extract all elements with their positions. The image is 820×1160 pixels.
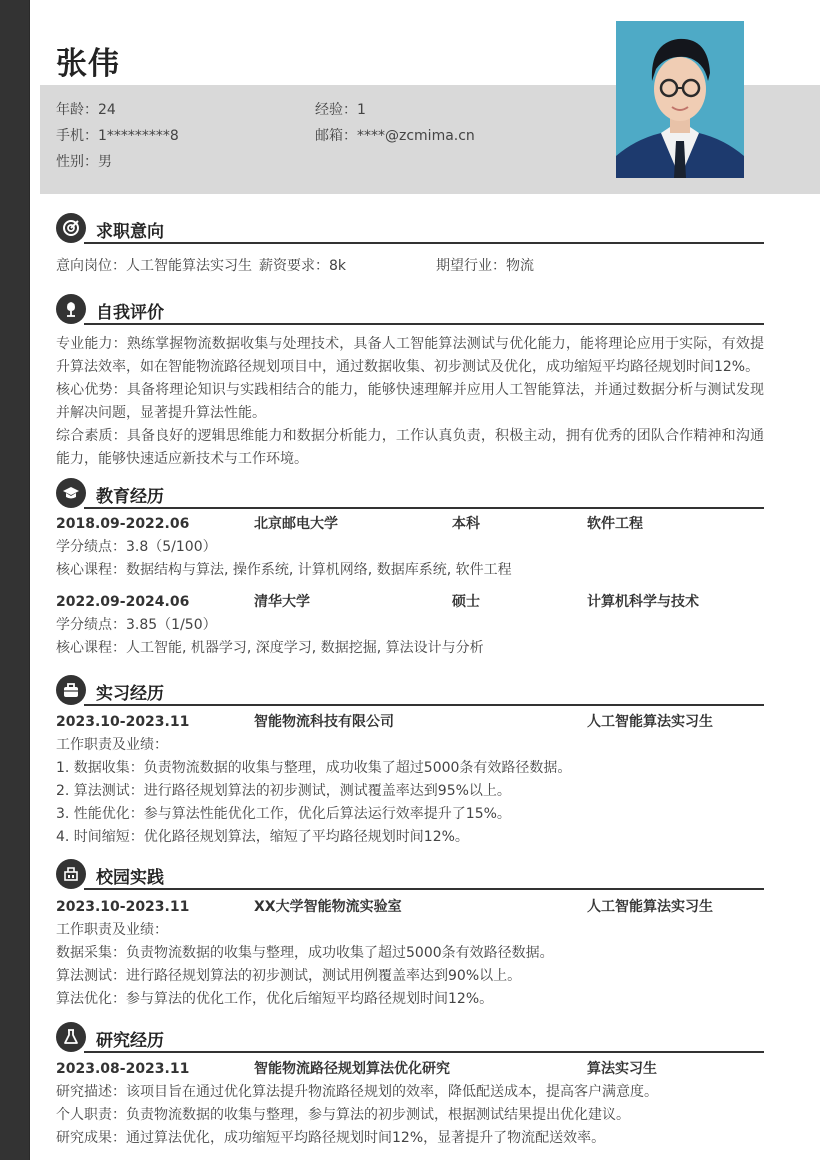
research-line: 研究描述：该项目旨在通过优化算法提升物流路径规划的效率，降低配送成本，提高客户满意度。 <box>56 1084 658 1100</box>
internship-line: 4. 时间缩短：优化路径规划算法，缩短了平均路径规划时间12%。 <box>56 829 469 845</box>
section-title: 实习经历 <box>96 684 164 704</box>
campus-line: 数据采集：负责物流数据的收集与整理，成功收集了超过5000条有效路径数据。 <box>56 945 554 961</box>
section-education <box>56 478 764 660</box>
candidate-name: 张伟 <box>56 46 120 82</box>
internship-label: 工作职责及业绩： <box>56 737 168 753</box>
self-eval-paragraph: 核心优势：具备将理论知识与实践相结合的能力，能够快速理解并应用人工智能算法，并通过数据分析与测试发现并解决问题，显著提升算法性能。 <box>56 382 764 421</box>
self-eval-paragraph: 专业能力：熟练掌握物流数据收集与处理技术，具备人工智能算法测试与优化能力，能将理论应用于实际，有效提升算法效率，如在智能物流路径规划项目中，通过数据收集、初步测试及优化，成功缩短平均路径规划时间12%。 <box>56 336 764 375</box>
section-title: 教育经历 <box>96 487 164 507</box>
edu-major: 计算机科学与技术 <box>587 594 699 610</box>
info-email: 邮箱：****@zcmima.cn <box>315 128 475 144</box>
research-project: 智能物流路径规划算法优化研究 <box>254 1061 450 1077</box>
intent-industry: 期望行业：物流 <box>436 258 534 274</box>
flower-icon <box>56 294 86 324</box>
section-divider <box>84 242 764 244</box>
campus-org: XX大学智能物流实验室 <box>254 899 402 915</box>
section-divider <box>84 888 764 890</box>
education-item <box>56 591 764 660</box>
graduation-cap-icon <box>56 478 86 508</box>
section-title: 研究经历 <box>96 1031 164 1051</box>
info-experience: 经验：1 <box>315 102 366 118</box>
section-divider <box>84 1051 764 1053</box>
section-title: 自我评价 <box>96 303 164 323</box>
left-sidebar-bar <box>0 0 30 1160</box>
education-item <box>56 513 764 582</box>
intent-salary: 薪资要求：8k <box>259 258 347 274</box>
section-title: 校园实践 <box>96 868 164 888</box>
self-eval-paragraph: 综合素质：具备良好的逻辑思维能力和数据分析能力，工作认真负责，积极主动，拥有优秀的团队合作精神和沟通能力，能够快速适应新技术与工作环境。 <box>56 428 764 467</box>
campus-label: 工作职责及业绩： <box>56 922 168 938</box>
research-line: 个人职责：负责物流数据的收集与整理，参与算法的初步测试，根据测试结果提出优化建议。 <box>56 1107 630 1123</box>
research-role: 算法实习生 <box>587 1061 657 1077</box>
profile-photo <box>616 21 744 178</box>
section-self-evaluation <box>56 294 764 471</box>
internship-line: 3. 性能优化：参与算法性能优化工作，优化后算法运行效率提升了15%。 <box>56 806 511 822</box>
edu-period: 2022.09-2024.06 <box>56 594 190 610</box>
intent-position: 意向岗位：人工智能算法实习生 <box>56 258 252 274</box>
edu-major: 软件工程 <box>587 516 643 532</box>
section-title: 求职意向 <box>96 222 164 242</box>
flask-icon <box>56 1022 86 1052</box>
edu-school: 清华大学 <box>254 594 310 610</box>
internship-role: 人工智能算法实习生 <box>587 714 713 730</box>
section-job-intent <box>56 213 764 278</box>
internship-period: 2023.10-2023.11 <box>56 714 190 730</box>
info-gender: 性别：男 <box>56 154 112 170</box>
internship-line: 2. 算法测试：进行路径规划算法的初步测试，测试覆盖率达到95%以上。 <box>56 783 511 799</box>
info-age: 年龄：24 <box>56 102 116 118</box>
edu-courses: 核心课程：数据结构与算法, 操作系统, 计算机网络, 数据库系统, 软件工程 <box>56 562 512 578</box>
section-research <box>56 1022 764 1150</box>
campus-role: 人工智能算法实习生 <box>587 899 713 915</box>
section-internship <box>56 675 764 849</box>
campus-period: 2023.10-2023.11 <box>56 899 190 915</box>
research-period: 2023.08-2023.11 <box>56 1061 190 1077</box>
section-divider <box>84 323 764 325</box>
edu-courses: 核心课程：人工智能, 机器学习, 深度学习, 数据挖掘, 算法设计与分析 <box>56 640 484 656</box>
section-divider <box>84 704 764 706</box>
edu-gpa: 学分绩点：3.8（5/100） <box>56 539 217 555</box>
info-phone: 手机：1*********8 <box>56 128 179 144</box>
campus-line: 算法优化：参与算法的优化工作，优化后缩短平均路径规划时间12%。 <box>56 991 494 1007</box>
edu-school: 北京邮电大学 <box>254 516 338 532</box>
building-icon <box>56 859 86 889</box>
campus-line: 算法测试：进行路径规划算法的初步测试，测试用例覆盖率达到90%以上。 <box>56 968 522 984</box>
edu-gpa: 学分绩点：3.85（1/50） <box>56 617 217 633</box>
edu-degree: 硕士 <box>452 594 480 610</box>
internship-line: 1. 数据收集：负责物流数据的收集与整理，成功收集了超过5000条有效路径数据。 <box>56 760 572 776</box>
section-divider <box>84 507 764 509</box>
edu-period: 2018.09-2022.06 <box>56 516 190 532</box>
briefcase-icon <box>56 675 86 705</box>
section-campus-practice <box>56 859 764 1011</box>
research-line: 研究成果：通过算法优化，成功缩短平均路径规划时间12%，显著提升了物流配送效率。 <box>56 1130 606 1146</box>
internship-company: 智能物流科技有限公司 <box>254 714 394 730</box>
edu-degree: 本科 <box>452 516 480 532</box>
target-icon <box>56 213 86 243</box>
